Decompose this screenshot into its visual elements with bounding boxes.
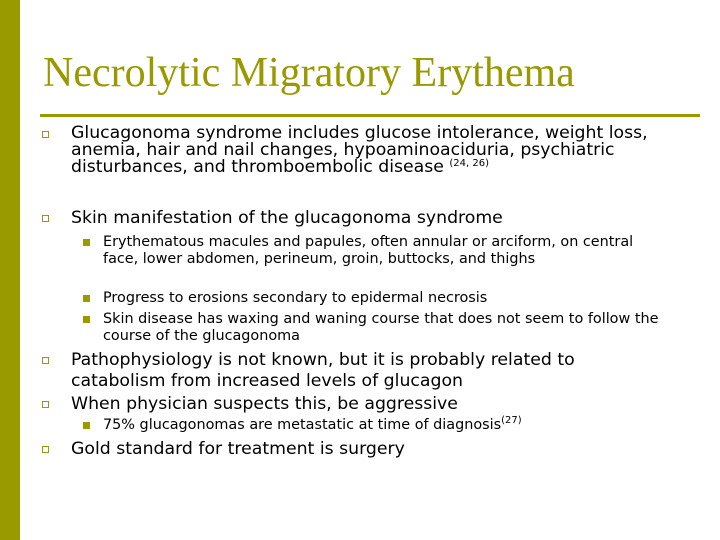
slide-title: Necrolytic Migratory Erythema: [43, 50, 575, 96]
hollow-square-bullet-icon: [42, 215, 49, 222]
bullet-text: When physician suspects this, be aggressive: [71, 394, 458, 414]
bullet-glucagonoma-syndrome: [71, 125, 671, 176]
bullet-text: Pathophysiology is not known, but it is probably related to catabolism from increased levels of glucagon: [71, 350, 575, 391]
hollow-square-bullet-icon: [42, 401, 49, 408]
filled-square-bullet-icon: [83, 239, 90, 246]
hollow-square-bullet-icon: [42, 131, 49, 138]
bullet-skin-manifestation: [71, 208, 671, 229]
subbullet-progress-erosions: [103, 290, 663, 307]
filled-square-bullet-icon: [83, 316, 90, 323]
hollow-square-bullet-icon: [42, 357, 49, 364]
filled-square-bullet-icon: [83, 295, 90, 302]
bullet-gold-standard: [71, 439, 671, 460]
bullet-physician-aggressive: [71, 394, 671, 415]
bullet-text: Progress to erosions secondary to epidermal necrosis: [103, 290, 488, 306]
bullet-text: Skin manifestation of the glucagonoma syndrome: [71, 208, 503, 228]
sidebar-accent-bar: [0, 0, 20, 540]
bullet-text: 75% glucagonomas are metastatic at time of diagnosis: [103, 417, 502, 433]
hollow-square-bullet-icon: [42, 446, 49, 453]
citation-ref: (27): [501, 415, 522, 426]
filled-square-bullet-icon: [83, 422, 90, 429]
citation-ref: (24, 26): [449, 158, 489, 169]
title-underline: [40, 114, 700, 117]
subbullet-erythematous-macules: [103, 234, 663, 268]
bullet-text: Gold standard for treatment is surgery: [71, 439, 405, 459]
bullet-text: Skin disease has waxing and waning course that does not seem to follow the course of the glucagonoma: [103, 311, 659, 344]
bullet-text: Glucagonoma syndrome includes glucose intolerance, weight loss, anemia, hair and nail changes, hypoaminoaciduria, psychiatric disturbances, and thromboembolic disease: [71, 123, 648, 177]
subbullet-waxing-waning: [103, 311, 663, 345]
bullet-pathophysiology: [71, 350, 671, 392]
subbullet-metastatic: [103, 417, 683, 434]
bullet-text: Erythematous macules and papules, often annular or arciform, on central face, lower abdomen, perineum, groin, buttocks, and thighs: [103, 234, 634, 267]
